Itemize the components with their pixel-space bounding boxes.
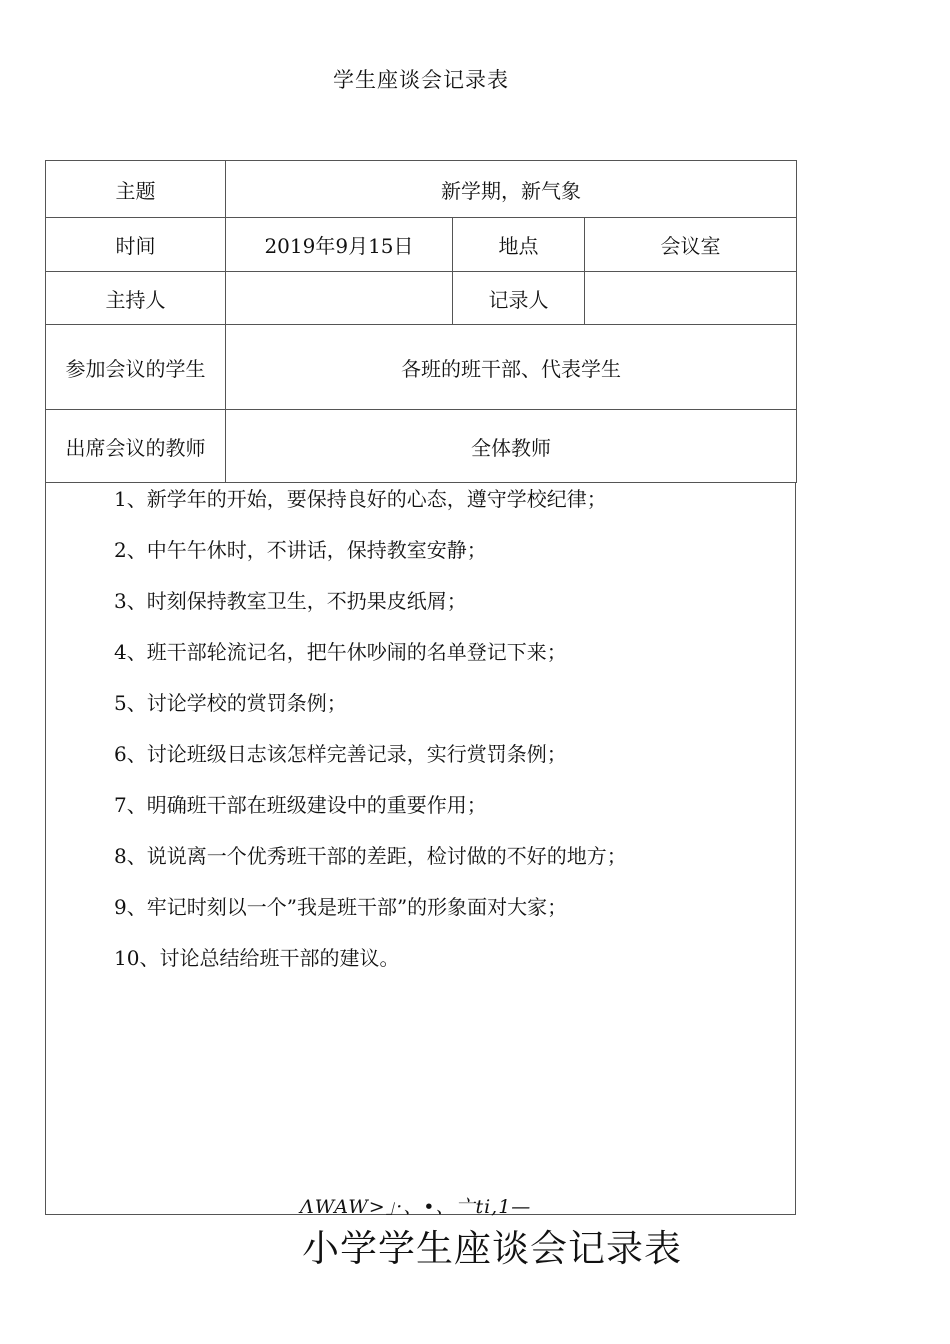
list-item: 8、说说离一个优秀班干部的差距，检讨做的不好的地方； xyxy=(114,844,627,868)
list-item: 2、中午午休时，不讲话，保持教室安静； xyxy=(114,538,487,562)
meeting-record-table xyxy=(45,160,797,483)
list-item: 10、讨论总结给班干部的建议。 xyxy=(114,946,400,970)
location-label: 地点 xyxy=(453,218,585,272)
list-item: 1、新学年的开始，要保持良好的心态，遵守学校纪律； xyxy=(114,487,607,511)
host-label: 主持人 xyxy=(46,272,226,325)
topic-value: 新学期，新气象 xyxy=(226,161,797,218)
list-item: 7、明确班干部在班级建设中的重要作用； xyxy=(114,793,487,817)
time-label: 时间 xyxy=(46,218,226,272)
location-value: 会议室 xyxy=(585,218,797,272)
students-row xyxy=(46,325,797,410)
topic-row xyxy=(46,161,797,218)
footer-title: 小学学生座谈会记录表 xyxy=(302,1227,682,1270)
list-item: 4、班干部轮流记名，把午休吵闹的名单登记下来； xyxy=(114,640,567,664)
teachers-label: 出席会议的教师 xyxy=(46,410,226,483)
topic-label: 主题 xyxy=(46,161,226,218)
students-value: 各班的班干部、代表学生 xyxy=(226,325,797,410)
students-label: 参加会议的学生 xyxy=(46,325,226,410)
host-row xyxy=(46,272,797,325)
garbled-ocr-text: ΛWAW>」·、•、亠ti,1— xyxy=(300,1196,532,1218)
meeting-content-list xyxy=(114,484,785,994)
list-item: 9、牢记时刻以一个”我是班干部”的形象面对大家； xyxy=(114,895,568,919)
list-item: 3、时刻保持教室卫生，不扔果皮纸屑； xyxy=(114,589,467,613)
list-item: 6、讨论班级日志该怎样完善记录，实行赏罚条例； xyxy=(114,742,567,766)
recorder-label: 记录人 xyxy=(453,272,585,325)
teachers-value: 全体教师 xyxy=(226,410,797,483)
time-value: 2019年9月15日 xyxy=(226,218,453,272)
document-title: 学生座谈会记录表 xyxy=(333,68,509,92)
time-row xyxy=(46,218,797,272)
host-value xyxy=(226,272,453,325)
list-item: 5、讨论学校的赏罚条例； xyxy=(114,691,347,715)
teachers-row xyxy=(46,410,797,483)
meeting-content-cell xyxy=(45,482,796,1215)
recorder-value xyxy=(585,272,797,325)
